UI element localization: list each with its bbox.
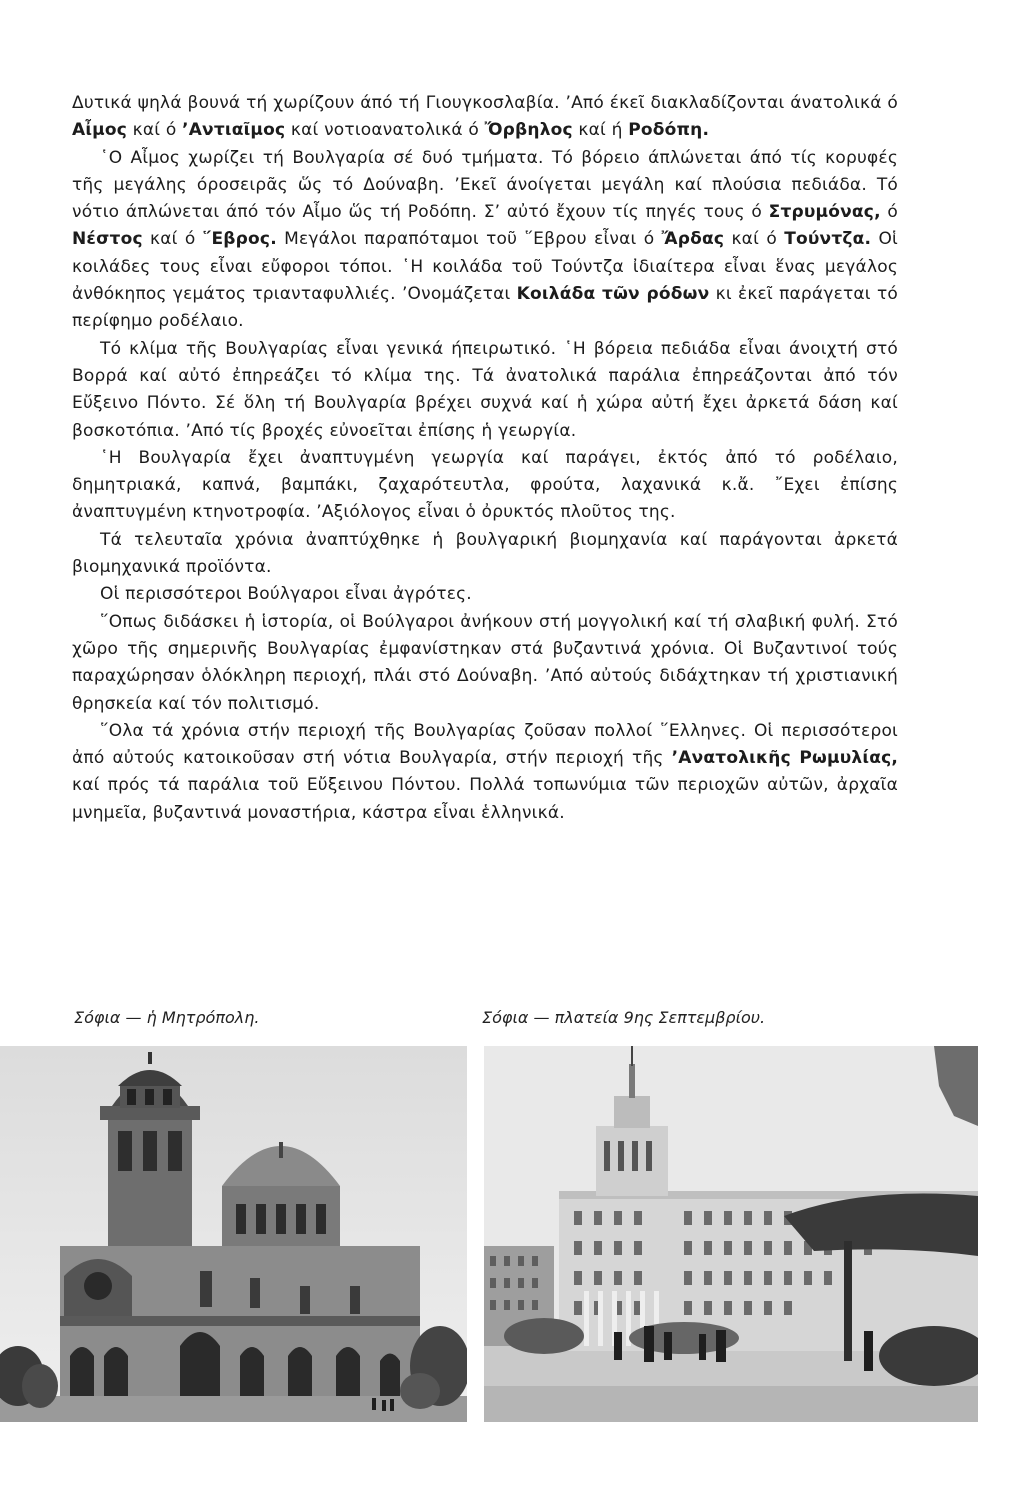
bold-term: Τούντζα. — [784, 229, 872, 250]
text-run: κι ἐκεῖ παράγεται τό περίφημο ροδέλαιο. — [72, 284, 898, 332]
text-run: καί ή — [572, 120, 629, 141]
bold-term: ’Ανατολικῆς Ρωμυλίας, — [671, 748, 899, 769]
paragraph-4 — [72, 445, 898, 527]
paragraph-5 — [72, 527, 898, 582]
caption-square: Σόφια — πλατεία 9ης Σεπτεμβρίου. — [482, 1008, 766, 1027]
bold-term: Κοιλάδα τῶν ρόδων — [516, 284, 710, 305]
paragraph-6 — [72, 581, 898, 608]
body-text — [72, 90, 898, 827]
bold-term: Ροδόπη. — [628, 120, 710, 141]
text-run: ό — [880, 202, 898, 223]
text-run: καί ό — [127, 120, 183, 141]
paragraph-3 — [72, 336, 898, 445]
bold-term: ῞Εβρος. — [202, 229, 277, 250]
paragraph-8 — [72, 718, 898, 827]
square-photo — [484, 1046, 978, 1422]
text-run: Οἱ περισσότεροι Βούλγαροι εἶναι ἀγρότες. — [100, 584, 472, 605]
text-run: Οἱ κοιλάδες τους εἶναι εὔφοροι τόποι. ῾Η κοιλάδα τοῦ Τούντζα ἰδιαίτερα εἶναι ἕνας μεγάλος ἀνθόκηπος γεμάτος τριανταφυλλιές. ’Ονομάζεται — [72, 229, 898, 305]
text-run: Μεγάλοι παραπόταμοι τοῦ ῞Εβρου εἶναι ό — [276, 229, 662, 250]
bold-term: ’Αντιαῖμος — [182, 120, 286, 141]
text-run: ῞Οπως διδάσκει ἡ ἱστορία, οἱ Βούλγαροι ἀνήκουν στή μογγολική καί τή σλαβική φυλή. Στό χῶρο τῆς σημερινῆς Βουλγαρίας ἐμφανίστηκαν στά βυζαντινά χρόνια. Οἱ Βυζαντινοί τούς παραχώρησαν ὁλόκληρη περιοχή, πλάι στό Δούναβη. ’Από αὐτούς διδάχτηκαν τή χριστιανική θρησκεία καί τόν πολιτισμό. — [72, 611, 898, 714]
paragraph-1 — [72, 90, 898, 145]
cathedral-photo — [0, 1046, 467, 1422]
bold-term: Ὄρβηλος — [484, 120, 573, 141]
paragraph-2 — [72, 145, 898, 336]
bold-term: Αἶμος — [72, 120, 128, 141]
text-run: ῾Ο Αἶμος χωρίζει τή Βουλγαρία σέ δυό τμήματα. Τό βόρειο άπλώνεται άπό τίς κορυφές τῆς μεγάλης όροσειρᾶς ὥς τό Δούναβη. ’Εκεῖ άνοίγεται μεγάλη καί πλούσια πεδιάδα. Τό νότιο άπλώνεται άπό τόν Αἶμο ὥς τή Ροδόπη. Σ’ αὐτό ἔχουν τίς πηγές τους ό — [72, 147, 898, 223]
bold-term: Στρυμόνας, — [768, 202, 881, 223]
text-run: καί νοτιοανατολικά ό — [285, 120, 485, 141]
text-run: ῞Ολα τά χρόνια στήν περιοχή τῆς Βουλγαρίας ζοῦσαν πολλοί ῞Ελληνες. Οἱ περισσότεροι ἀπό αὐτούς κατοικοῦσαν στή νότια Βουλγαρία, στήν περιοχή τῆς — [72, 720, 898, 769]
paragraph-7 — [72, 609, 898, 718]
text-run: Τά τελευταῖα χρόνια ἀναπτύχθηκε ἡ βουλγαρική βιομηχανία καί παράγονται ἀρκετά βιομηχανικά προϊόντα. — [72, 529, 898, 578]
caption-cathedral: Σόφια — ἡ Μητρόπολη. — [74, 1008, 260, 1027]
text-run: καί ό — [724, 229, 785, 250]
text-run: καί πρός τά παράλια τοῦ Εὔξεινου Πόντου. Πολλά τοπωνύμια τῶν περιοχῶν αὐτῶν, ἀρχαῖα μνημεῖα, βυζαντινά μοναστήρια, κάστρα εἶναι ἑλληνικά. — [72, 775, 898, 823]
bold-term: Νέστος — [72, 229, 143, 250]
text-run: Δυτικά ψηλά βουνά τή χωρίζουν άπό τή Γιουγκοσλαβία. ’Από έκεῖ διακλαδίζονται άνατολικά ό — [72, 93, 898, 113]
text-run: Τό κλίμα τῆς Βουλγαρίας εἶναι γενικά ήπειρωτικό. ῾Η βόρεια πεδιάδα εἶναι άνοιχτή στό Βορρά καί αὐτό ἐπηρεάζει τό κλίμα της. Τά ἀνατολικά παράλια ἐπηρεάζονται ἀπό τόν Εὔξεινο Πόντο. Σέ ὅλη τή Βουλγαρία βρέχει συχνά καί ἡ χώρα αὐτή ἔχει ἀρκετά δάση καί βοσκοτόπια. ’Από τίς βροχές εὐνοεῖται ἐπίσης ἡ γεωργία. — [72, 338, 898, 441]
bold-term: Ἄρδας — [661, 229, 725, 250]
text-run: ῾Η Βουλγαρία ἔχει ἀναπτυγμένη γεωργία καί παράγει, ἐκτός ἀπό τό ροδέλαιο, δημητριακά, καπνά, βαμπάκι, ζαχαρότευτλα, φρούτα, λαχανικά κ.ἄ. ῎Εχει ἐπίσης ἀναπτυγμένη κτηνοτροφία. ’Αξιόλογος εἶναι ὁ ὀρυκτός πλοῦτος της. — [72, 447, 898, 523]
text-run: καί ό — [142, 229, 203, 250]
